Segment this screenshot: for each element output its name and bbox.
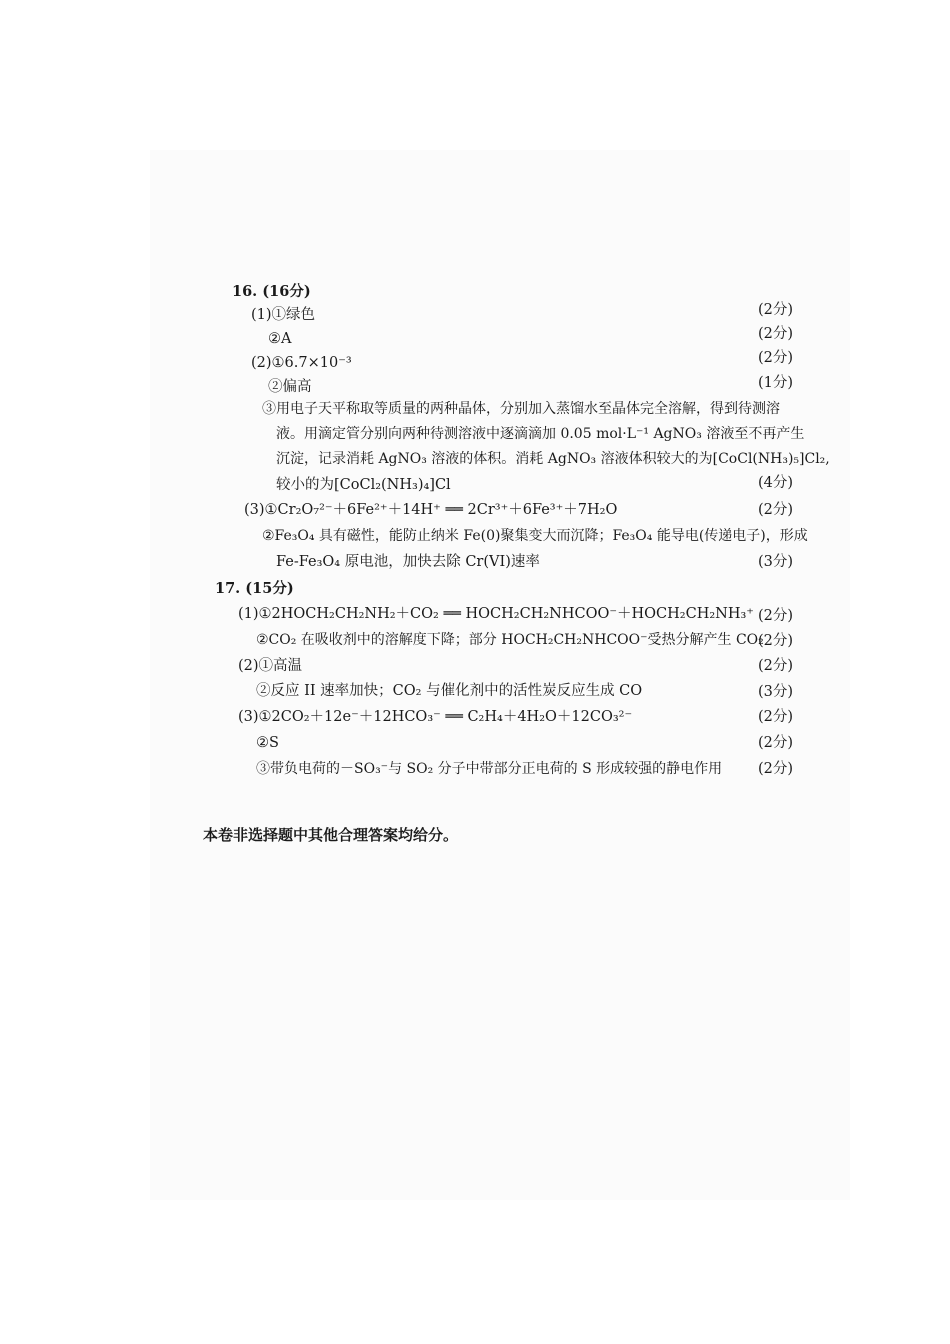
q16-score-11: (3分) xyxy=(758,554,794,570)
q16-score-1: (2分) xyxy=(758,302,794,318)
q16-score-4: (1分) xyxy=(758,375,794,391)
q16-line-2: ②A xyxy=(268,331,292,347)
q17-score-2: (2分) xyxy=(758,633,794,649)
q16-line-6: 液。用滴定管分别向两种待测溶液中逐滴滴加 0.05 mol·L⁻¹ AgNO₃ 溶液至不再产生 xyxy=(276,426,805,442)
q17-header: 17. (15分) xyxy=(215,580,294,597)
q16-line-1: (1)①绿色 xyxy=(251,307,316,323)
q16-score-8: (4分) xyxy=(758,475,794,491)
q17-line-3: (2)①高温 xyxy=(238,658,303,674)
q16-score-2: (2分) xyxy=(758,326,794,342)
q16-line-9: (3)①Cr₂O₇²⁻＋6Fe²⁺＋14H⁺ ══ 2Cr³⁺＋6Fe³⁺＋7H₂O xyxy=(244,502,618,518)
q16-line-3: (2)①6.7×10⁻³ xyxy=(251,355,352,371)
q17-line-7: ③带负电荷的－SO₃⁻与 SO₂ 分子中带部分正电荷的 S 形成较强的静电作用 xyxy=(256,761,723,777)
q16-line-10: ②Fe₃O₄ 具有磁性，能防止纳米 Fe(0)聚集变大而沉降；Fe₃O₄ 能导电(传递电子)，形成 xyxy=(262,528,808,544)
q17-score-6: (2分) xyxy=(758,735,794,751)
q17-line-2: ②CO₂ 在吸收剂中的溶解度下降；部分 HOCH₂CH₂NHCOO⁻受热分解产生 CO₂ xyxy=(256,632,764,648)
q17-score-4: (3分) xyxy=(758,684,794,700)
q16-line-11: Fe-Fe₃O₄ 原电池，加快去除 Cr(VI)速率 xyxy=(276,554,540,570)
q17-score-5: (2分) xyxy=(758,709,794,725)
q16-line-8: 较小的为[CoCl₂(NH₃)₄]Cl xyxy=(276,477,451,493)
q16-score-9: (2分) xyxy=(758,502,794,518)
q16-line-5: ③用电子天平称取等质量的两种晶体，分别加入蒸馏水至晶体完全溶解，得到待测溶 xyxy=(262,401,780,417)
q17-line-6: ②S xyxy=(256,735,279,751)
q17-score-3: (2分) xyxy=(758,658,794,674)
q16-score-3: (2分) xyxy=(758,350,794,366)
q17-line-5: (3)①2CO₂＋12e⁻＋12HCO₃⁻ ══ C₂H₄＋4H₂O＋12CO₃²⁻ xyxy=(238,709,633,725)
q17-score-7: (2分) xyxy=(758,761,794,777)
q16-line-7: 沉淀，记录消耗 AgNO₃ 溶液的体积。消耗 AgNO₃ 溶液体积较大的为[CoCl(NH₃)₅]Cl₂, xyxy=(276,451,830,467)
q16-line-4: ②偏高 xyxy=(268,379,312,395)
q16-header: 16. (16分) xyxy=(232,283,311,300)
q17-line-1: (1)①2HOCH₂CH₂NH₂＋CO₂ ══ HOCH₂CH₂NHCOO⁻＋HOCH₂CH₂NH₃⁺ xyxy=(238,606,754,622)
footer-note: 本卷非选择题中其他合理答案均给分。 xyxy=(203,826,459,844)
q17-score-1: (2分) xyxy=(758,608,794,624)
q17-line-4: ②反应 II 速率加快；CO₂ 与催化剂中的活性炭反应生成 CO xyxy=(256,683,643,699)
